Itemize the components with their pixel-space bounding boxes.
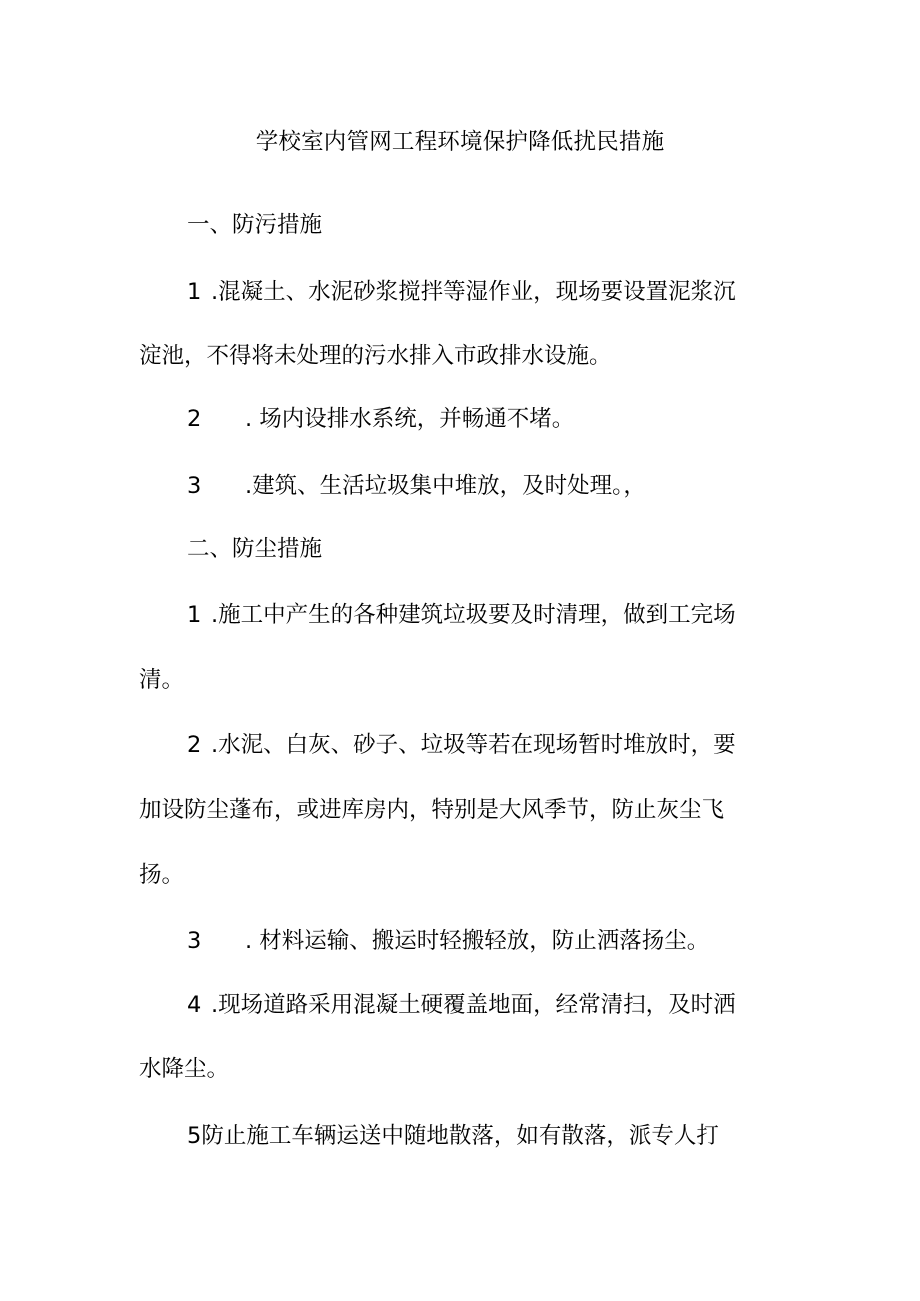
dust-item-1-line-1 [187,599,736,631]
section-heading-dust: 二、防尘措施 [187,536,323,562]
pollution-item-1-line-1 [187,276,736,308]
item-number: 1 [187,602,202,628]
dust-item-4-line-2: 水降尘。 [139,1056,230,1082]
pollution-item-3 [187,470,646,502]
pollution-item-1-line-2: 淀池，不得将未处理的污水排入市政排水设施。 [139,343,612,369]
dust-item-5-line-1: 5防止施工车辆运送中随地散落，如有散落，派专人打 [187,1123,719,1149]
dust-item-3 [187,925,709,957]
item-number: 2 [187,406,202,432]
dust-item-4-line-1 [187,989,736,1021]
item-text: .水泥、白灰、砂子、垃圾等若在现场暂时堆放时，要 [211,732,736,758]
item-text: . 材料运输、搬运时轻搬轻放，防止洒落扬尘。 [245,928,710,954]
item-number: 1 [187,279,202,305]
pollution-item-2 [187,403,574,435]
item-text: . 场内设排水系统，并畅通不堵。 [245,406,575,432]
item-text: .混凝土、水泥砂浆搅拌等湿作业，现场要设置泥浆沉 [211,279,736,305]
document-title: 学校室内管网工程环境保护降低扰民措施 [255,129,665,155]
item-number: 3 [187,473,202,499]
item-number: 4 [187,992,202,1018]
item-text: .施工中产生的各种建筑垃圾要及时清理，做到工完场 [211,602,736,628]
item-number: 3 [187,928,202,954]
dust-item-2-line-1 [187,729,736,761]
dust-item-1-line-2: 清。 [139,667,185,693]
item-text: .现场道路采用混凝土硬覆盖地面，经常清扫，及时洒 [211,992,736,1018]
item-number: 2 [187,732,202,758]
dust-item-2-line-2: 加设防尘蓬布，或进库房内，特别是大风季节，防止灰尘飞 [139,797,725,823]
dust-item-2-line-3: 扬。 [139,862,185,888]
item-text: .建筑、生活垃圾集中堆放，及时处理。， [245,473,646,499]
section-heading-pollution: 一、防污措施 [187,212,323,238]
